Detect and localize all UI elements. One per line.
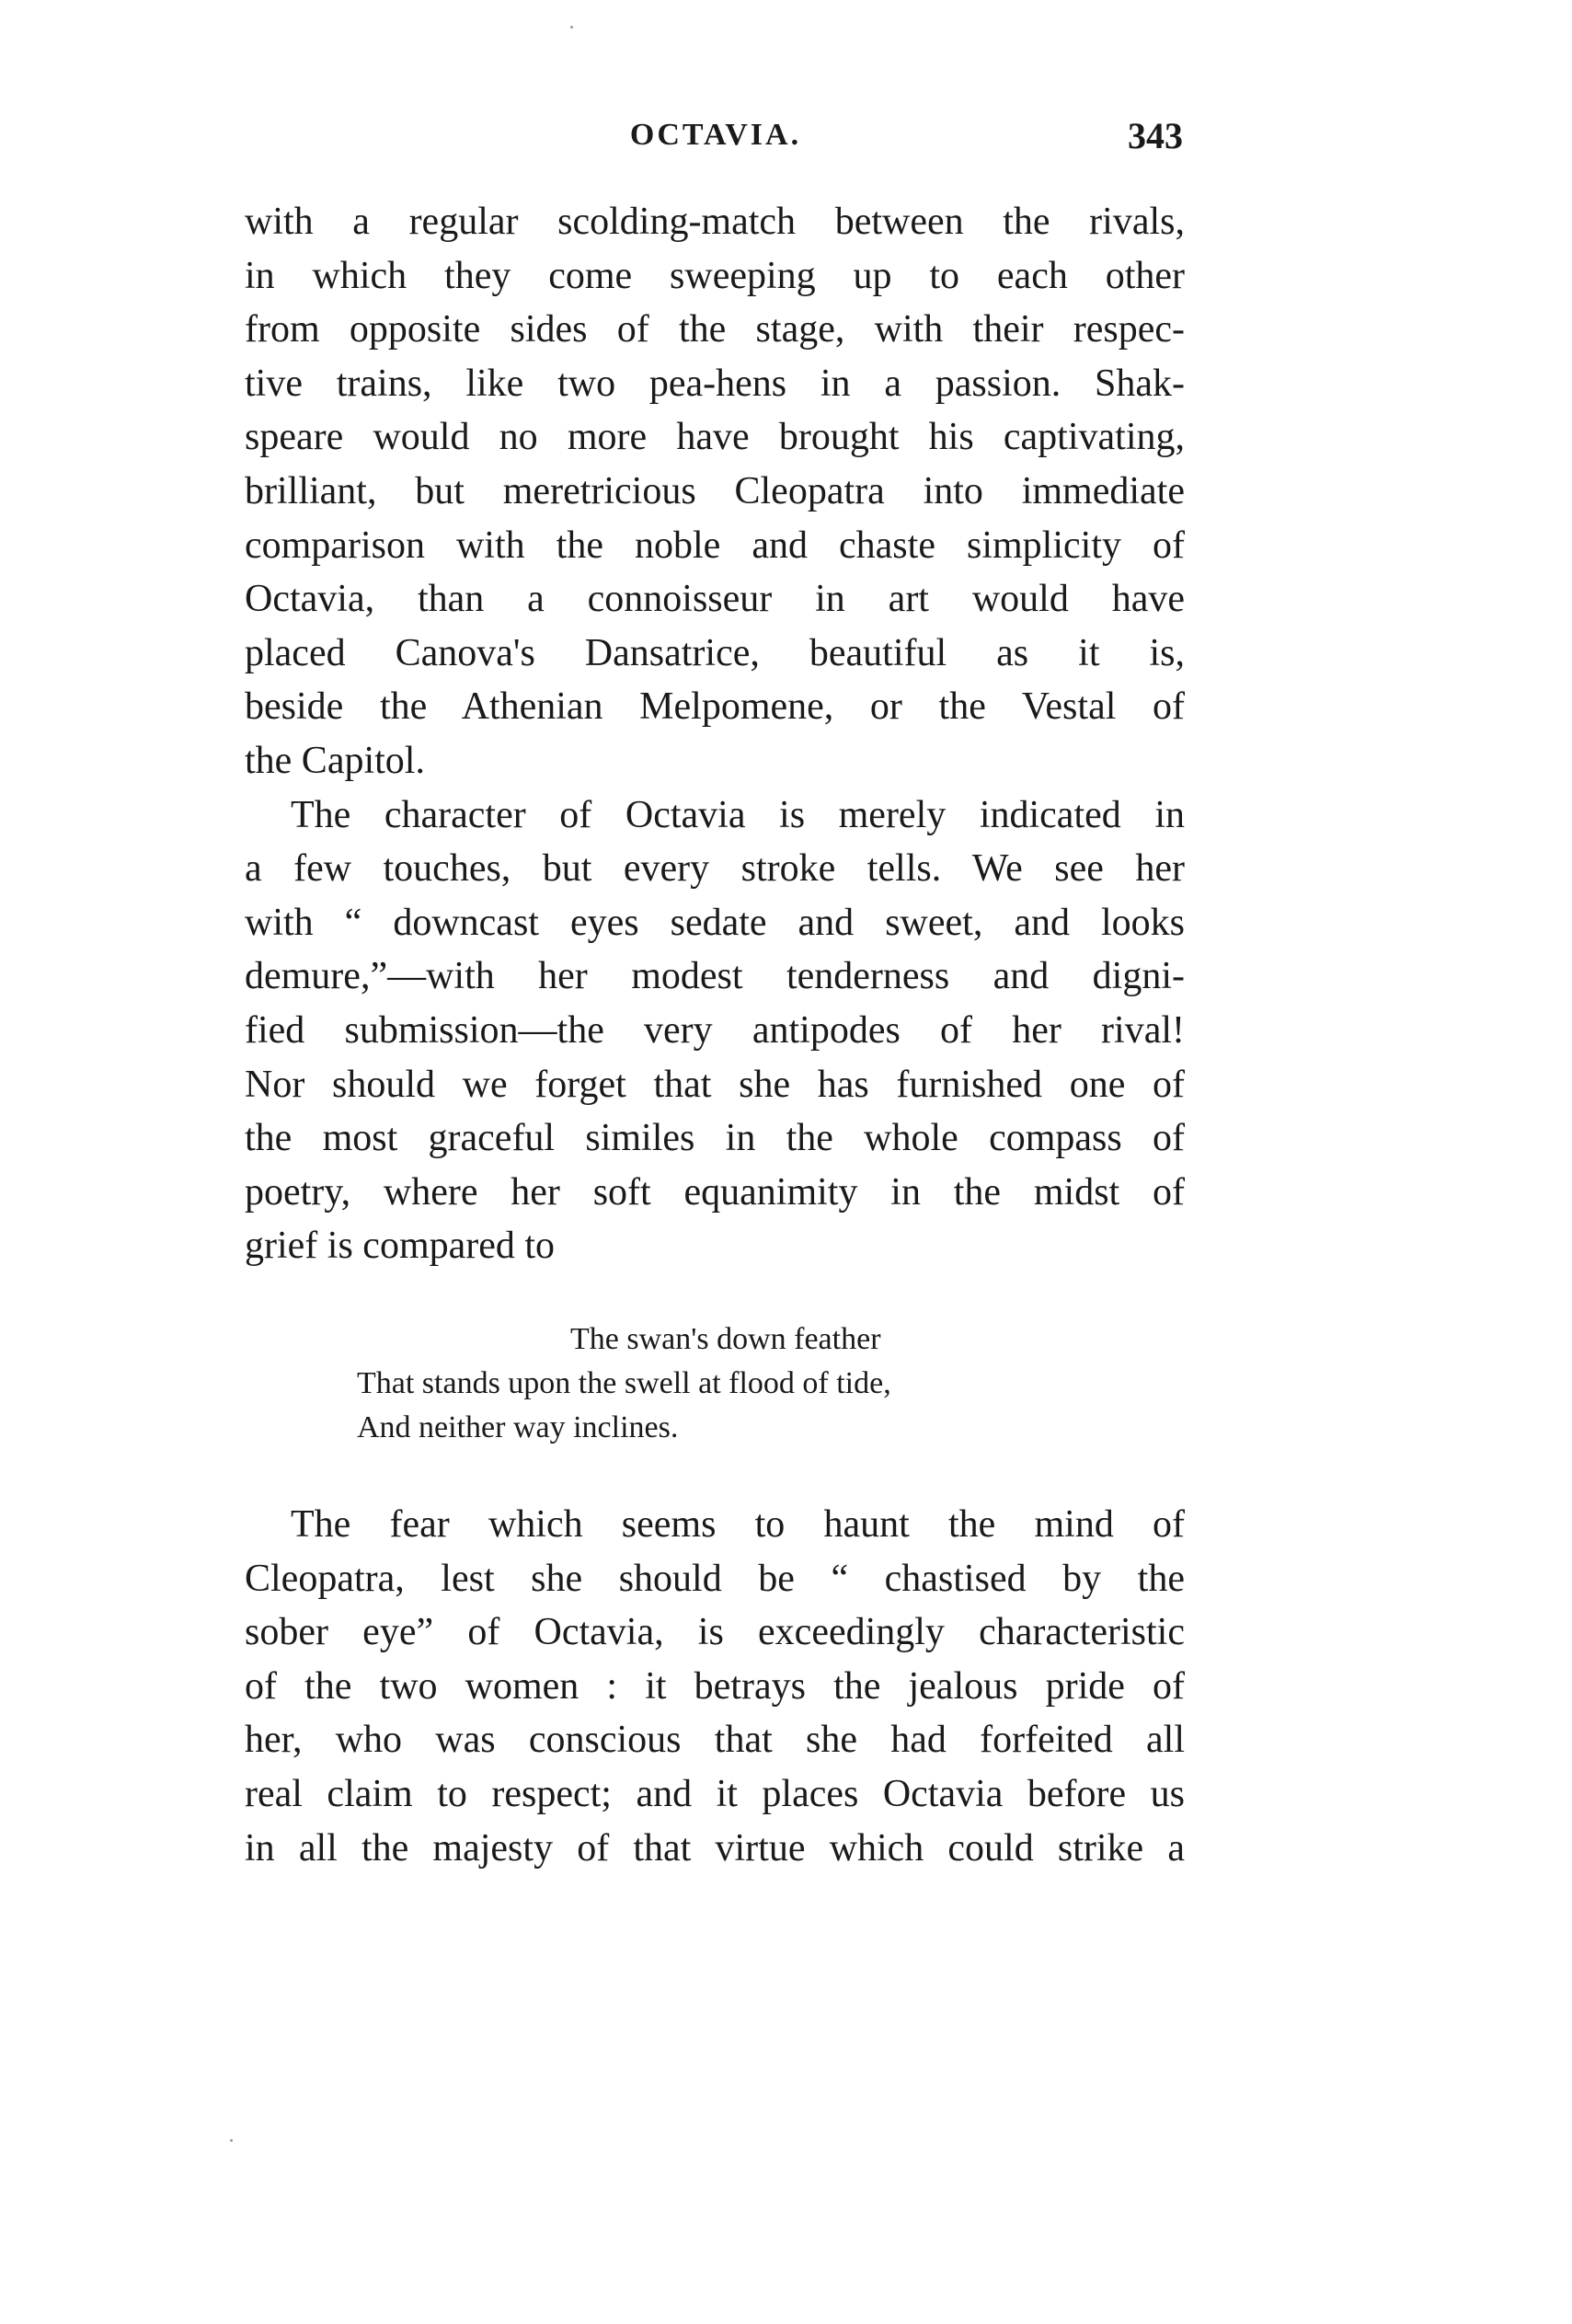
text-line: The character of Octavia is merely indicated in [291, 793, 1185, 836]
running-title: OCTAVIA. [629, 118, 802, 152]
text-line: poetry, where her soft equanimity in the midst of [245, 1170, 1185, 1214]
text-line: from opposite sides of the stage, with their respec- [245, 308, 1185, 351]
verse-line: That stands upon the swell at flood of tide, [357, 1366, 891, 1400]
text-line: sober eye” of Octavia, is exceedingly characteristic [245, 1611, 1185, 1654]
text-line: in all the majesty of that virtue which could strike a [245, 1826, 1185, 1870]
main-text [245, 195, 1185, 1273]
text-line: speare would no more have brought his captivating, [245, 416, 1185, 459]
text-line: of the two women : it betrays the jealous pride of [245, 1664, 1185, 1708]
text-line: placed Canova's Dansatrice, beautiful as it is, [245, 631, 1185, 674]
text-line: fied submission—the very antipodes of her rival! [245, 1008, 1185, 1052]
paragraph-2 [245, 788, 1185, 1273]
text-line: The fear which seems to haunt the mind of [291, 1503, 1185, 1546]
text-line: a few touches, but every stroke tells. We see her [245, 847, 1185, 891]
text-line: demure,”—with her modest tenderness and digni- [245, 955, 1185, 998]
scan-speck [570, 26, 573, 29]
text-line: grief is compared to [245, 1225, 556, 1268]
text-line: with “ downcast eyes sedate and sweet, and looks [245, 901, 1185, 944]
verse-quotation [245, 1317, 1185, 1450]
text-line: the Capitol. [245, 739, 425, 782]
text-line: the most graceful similes in the whole compass of [245, 1117, 1185, 1160]
page-number: 343 [1128, 115, 1183, 156]
paragraph-3 [245, 1498, 1185, 1875]
text-line: tive trains, like two pea-hens in a passion. Shak- [245, 362, 1185, 405]
paragraph-1 [245, 195, 1185, 788]
text-line: her, who was conscious that she had forfeited all [245, 1719, 1185, 1762]
verse-line: And neither way inclines. [357, 1410, 679, 1444]
text-line: Nor should we forget that she has furnished one of [245, 1063, 1185, 1106]
text-line: brilliant, but meretricious Cleopatra into immediate [245, 469, 1185, 512]
text-line: Octavia, than a connoisseur in art would have [245, 578, 1185, 621]
text-line: comparison with the noble and chaste simplicity of [245, 523, 1185, 567]
text-line: with a regular scolding-match between the rivals, [245, 201, 1185, 243]
verse-line: The swan's down feather [570, 1322, 881, 1356]
text-line: beside the Athenian Melpomene, or the Vestal of [245, 685, 1185, 729]
text-line: in which they come sweeping up to each other [245, 254, 1185, 297]
text-line: Cleopatra, lest she should be “ chastised by the [245, 1557, 1185, 1600]
scan-speck [230, 2139, 233, 2142]
page-header [248, 115, 1183, 164]
text-line: real claim to respect; and it places Octavia before us [245, 1772, 1185, 1815]
